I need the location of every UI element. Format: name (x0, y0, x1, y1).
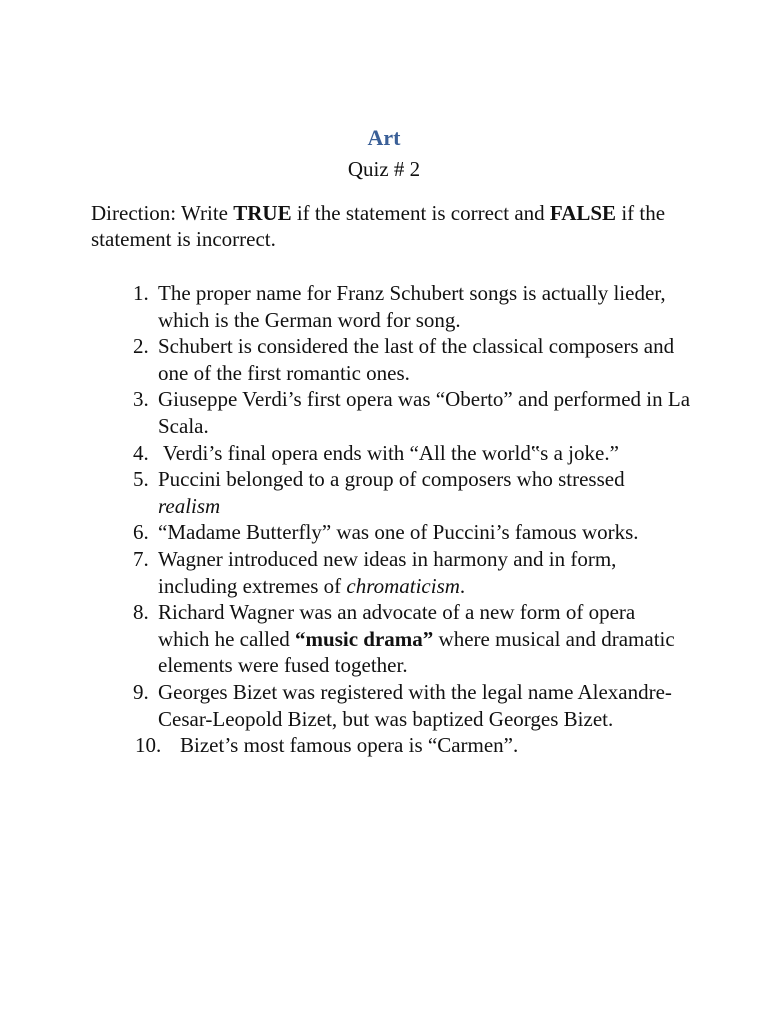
question-text-part: Wagner introduced new ideas in harmony and in form, including extremes of (158, 546, 617, 598)
question-text: The proper name for Franz Schubert songs is actually lieder, which is the German word for song. (158, 281, 666, 332)
false-keyword: FALSE (549, 201, 617, 225)
question-number: 1. (133, 281, 149, 305)
question-item-3 (90, 386, 690, 439)
question-item-7 (90, 546, 690, 599)
question-number: 6. (133, 520, 149, 545)
emphasis-term: realism (158, 493, 221, 518)
question-item-1 (90, 280, 690, 333)
question-text: “Madame Butterfly” was one of Puccini’s famous works. (158, 520, 639, 545)
question-text: Schubert is considered the last of the classical composers and one of the first romantic ones. (158, 334, 675, 385)
true-keyword: TRUE (233, 201, 292, 225)
question-text: Georges Bizet was registered with the legal name Alexandre-Cesar-Leopold Bizet, but was baptized Georges Bizet. (158, 679, 672, 731)
question-number: 5. (133, 467, 149, 492)
question-text (158, 600, 675, 677)
question-number: 9. (133, 679, 149, 704)
question-item-2 (90, 333, 690, 386)
question-text-part: . (459, 573, 466, 598)
question-text (158, 467, 625, 518)
question-item-10 (90, 732, 690, 759)
question-item-6 (90, 519, 690, 546)
question-number: 10. (135, 733, 162, 758)
question-list (90, 280, 690, 759)
emphasis-term: chromaticism (346, 573, 460, 598)
strong-term: “music drama” (295, 626, 434, 651)
quiz-directions (91, 200, 691, 252)
question-text: Verdi’s final opera ends with “All the world‟s a joke.” (158, 440, 619, 465)
question-item-8 (90, 599, 690, 679)
question-item-5 (90, 466, 690, 519)
directions-suffix: if the statement is incorrect. (91, 201, 666, 251)
question-item-9 (90, 679, 690, 732)
quiz-subtitle: Quiz # 2 (347, 157, 421, 181)
question-text (158, 547, 616, 598)
question-number: 3. (133, 387, 149, 412)
question-text-part: where musical and dramatic elements were fused together. (158, 626, 675, 678)
question-number: 2. (133, 334, 149, 359)
question-text: Bizet’s most famous opera is “Carmen”. (180, 733, 519, 758)
question-text-part: Richard Wagner was an advocate of a new form of opera which he called (158, 600, 636, 651)
question-text: Giuseppe Verdi’s first opera was “Oberto” and performed in La Scala. (158, 387, 691, 438)
directions-middle: if the statement is correct and (291, 201, 550, 225)
directions-prefix: Direction: Write (91, 201, 234, 225)
document-title: Art (367, 125, 401, 150)
question-number: 8. (133, 600, 149, 625)
question-number: 4. (133, 440, 149, 465)
question-text-part: Puccini belonged to a group of composers who stressed (158, 467, 625, 492)
question-number: 7. (133, 546, 149, 571)
question-item-4 (90, 440, 690, 467)
